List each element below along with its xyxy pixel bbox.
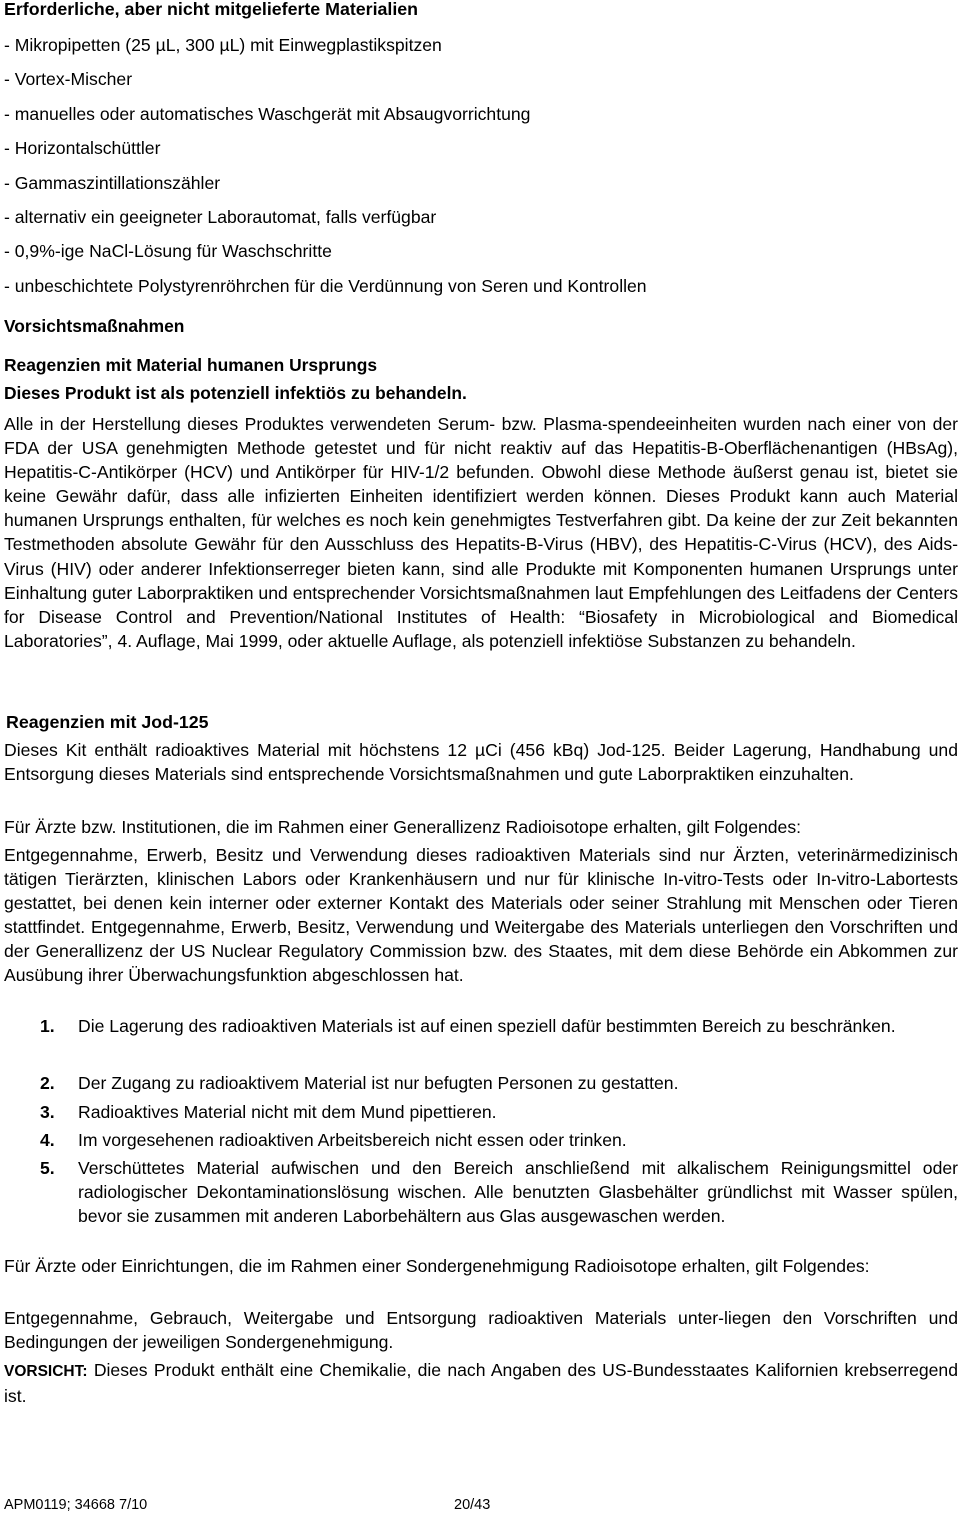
iodine-heading: Reagenzien mit Jod-125 — [6, 712, 209, 732]
infection-warning: Dieses Produkt ist als potenziell infektiös zu behandeln. — [4, 383, 467, 403]
iodine-paragraph-1: Dieses Kit enthält radioaktives Material mit höchstens 12 µCi (456 kBq) Jod-125. Beider Lagerung, Handhabung und Entsorgung dieses Materials sind entsprechende Vorsichtsmaßnahmen und gute Laborpraktiken einzuhalten. — [4, 740, 958, 784]
list-item: - manuelles oder automatisches Waschgerät mit Absaugvorrichtung — [4, 103, 531, 124]
rule-text: Im vorgesehenen radioaktiven Arbeitsbereich nicht essen oder trinken. — [78, 1130, 627, 1150]
materials-heading: Erforderliche, aber nicht mitgelieferte Materialien — [4, 0, 419, 19]
list-item: - 0,9%-ige NaCl-Lösung für Waschschritte — [4, 241, 332, 262]
rule-text: Radioaktives Material nicht mit dem Mund pipettieren. — [78, 1102, 497, 1122]
rule-number: 4. — [40, 1130, 55, 1150]
rule-text: Verschüttetes Material aufwischen und den Bereich anschließend mit alkalischem Reinigungsmittel oder radiologischer Dekontaminationslösung wischen. Alle benutzten Glasbehälter gründlichst mit Wasser spülen, bevor sie zusammen mit anderen Laborbehältern aus Glas ausgewaschen werden. — [78, 1158, 958, 1226]
special-license-paragraph: Entgegennahme, Gebrauch, Weitergabe und Entsorgung radioaktiven Materials unter-liegen den Vorschriften und Bedingungen der jeweiligen Sondergenehmigung. — [4, 1308, 958, 1352]
footer-page-number: 20/43 — [454, 1497, 491, 1513]
general-license-intro: Für Ärzte bzw. Institutionen, die im Rahmen einer Generallizenz Radioisotope erhalten, gilt Folgendes: — [4, 817, 802, 837]
list-item — [4, 1100, 958, 1128]
rule-number: 2. — [40, 1073, 55, 1093]
special-license-intro: Für Ärzte oder Einrichtungen, die im Rahmen einer Sondergenehmigung Radioisotope erhalten, gilt Folgendes: — [4, 1256, 870, 1276]
list-item: - unbeschichtete Polystyrenröhrchen für die Verdünnung von Seren und Kontrollen — [4, 275, 647, 296]
list-item: - Mikropipetten (25 µL, 300 µL) mit Einwegplastikspitzen — [4, 35, 442, 55]
caution-paragraph — [4, 1358, 958, 1408]
rule-text: Die Lagerung des radioaktiven Materials ist auf einen speziell dafür bestimmten Bereich zu beschränken. — [78, 1016, 896, 1036]
caution-text: Dieses Produkt enthält eine Chemikalie, die nach Angaben des US-Bundesstaates Kalifornien krebserregend ist. — [4, 1360, 958, 1406]
caution-label: VORSICHT: — [4, 1363, 88, 1380]
list-item — [4, 1156, 958, 1228]
rule-number: 1. — [40, 1016, 55, 1036]
human-origin-heading: Reagenzien mit Material humanen Ursprungs — [4, 355, 378, 375]
handling-rules-list — [4, 1014, 958, 1228]
rule-text: Der Zugang zu radioaktivem Material ist nur befugten Personen zu gestatten. — [78, 1073, 679, 1093]
list-item: - Gammaszintillationszähler — [4, 172, 221, 193]
precautions-heading: Vorsichtsmaßnahmen — [4, 316, 185, 336]
general-license-paragraph: Entgegennahme, Erwerb, Besitz und Verwendung dieses radioaktiven Materials sind nur Ärzten, veterinärmedizinisch tätigen Tierärzten, klinischen Labors oder Krankenhäusern und nur für klinische In-vitro-Tests oder In-vitro-Labortests gestattet, bei denen kein interner oder externer Kontakt des Materials oder seiner Strahlung mit Menschen oder Tieren stattfindet. Entgegennahme, Erwerb, Besitz, Verwendung und Weitergabe des Materials unterliegen den Vorschriften und der Generallizenz der US Nuclear Regulatory Commission bzw. des Staates, mit dem diese Behörde ein Abkommen zur Ausübung ihrer Überwachungsfunktion abgeschlossen hat. — [4, 845, 958, 986]
human-origin-paragraph: Alle in der Herstellung dieses Produktes verwendeten Serum- bzw. Plasma-spendeeinheiten wurden nach einer von der FDA der USA genehmigten Methode getestet und für nicht reaktiv auf das Hepatitis-B-Oberflächenantigen (HBsAg), Hepatitis-C-Antikörper (HCV) und Antikörper für HIV-1/2 befunden. Obwohl diese Methode äußerst genau ist, bietet sie keine Gewähr dafür, dass alle infizierten Einheiten identifiziert werden können. Dieses Produkt kann auch Material humanen Ursprungs enthalten, für welches es noch kein genehmigtes Testverfahren gibt. Da keine der zur Zeit bekannten Testmethoden absolute Gewähr für den Ausschluss des Hepatits-B-Virus (HBV), des Hepatitis-C-Virus (HCV), des Aids-Virus (HIV) oder anderer Infektionserreger bieten kann, sind alle Produkte mit Komponenten humanen Ursprungs unter Einhaltung guter Laborpraktiken und entsprechender Vorsichtsmaßnahmen laut Empfehlungen des Leitfadens der Centers for Disease Control and Prevention/National Institutes of Health: “Biosafety in Microbiological and Biomedical Laboratories”, 4. Auflage, Mai 1999, oder aktuelle Auflage, als potenziell infektiöse Substanzen zu behandeln. — [4, 414, 958, 651]
list-item — [4, 1128, 958, 1156]
list-item: - alternativ ein geeigneter Laborautomat, falls verfügbar — [4, 206, 437, 227]
materials-list — [4, 35, 647, 310]
list-item — [4, 1014, 958, 1071]
footer-document-id: APM0119; 34668 7/10 — [4, 1497, 148, 1513]
list-item: - Horizontalschüttler — [4, 138, 161, 159]
rule-number: 3. — [40, 1102, 55, 1122]
list-item: - Vortex-Mischer — [4, 69, 133, 90]
list-item — [4, 1071, 958, 1100]
rule-number: 5. — [40, 1158, 55, 1178]
